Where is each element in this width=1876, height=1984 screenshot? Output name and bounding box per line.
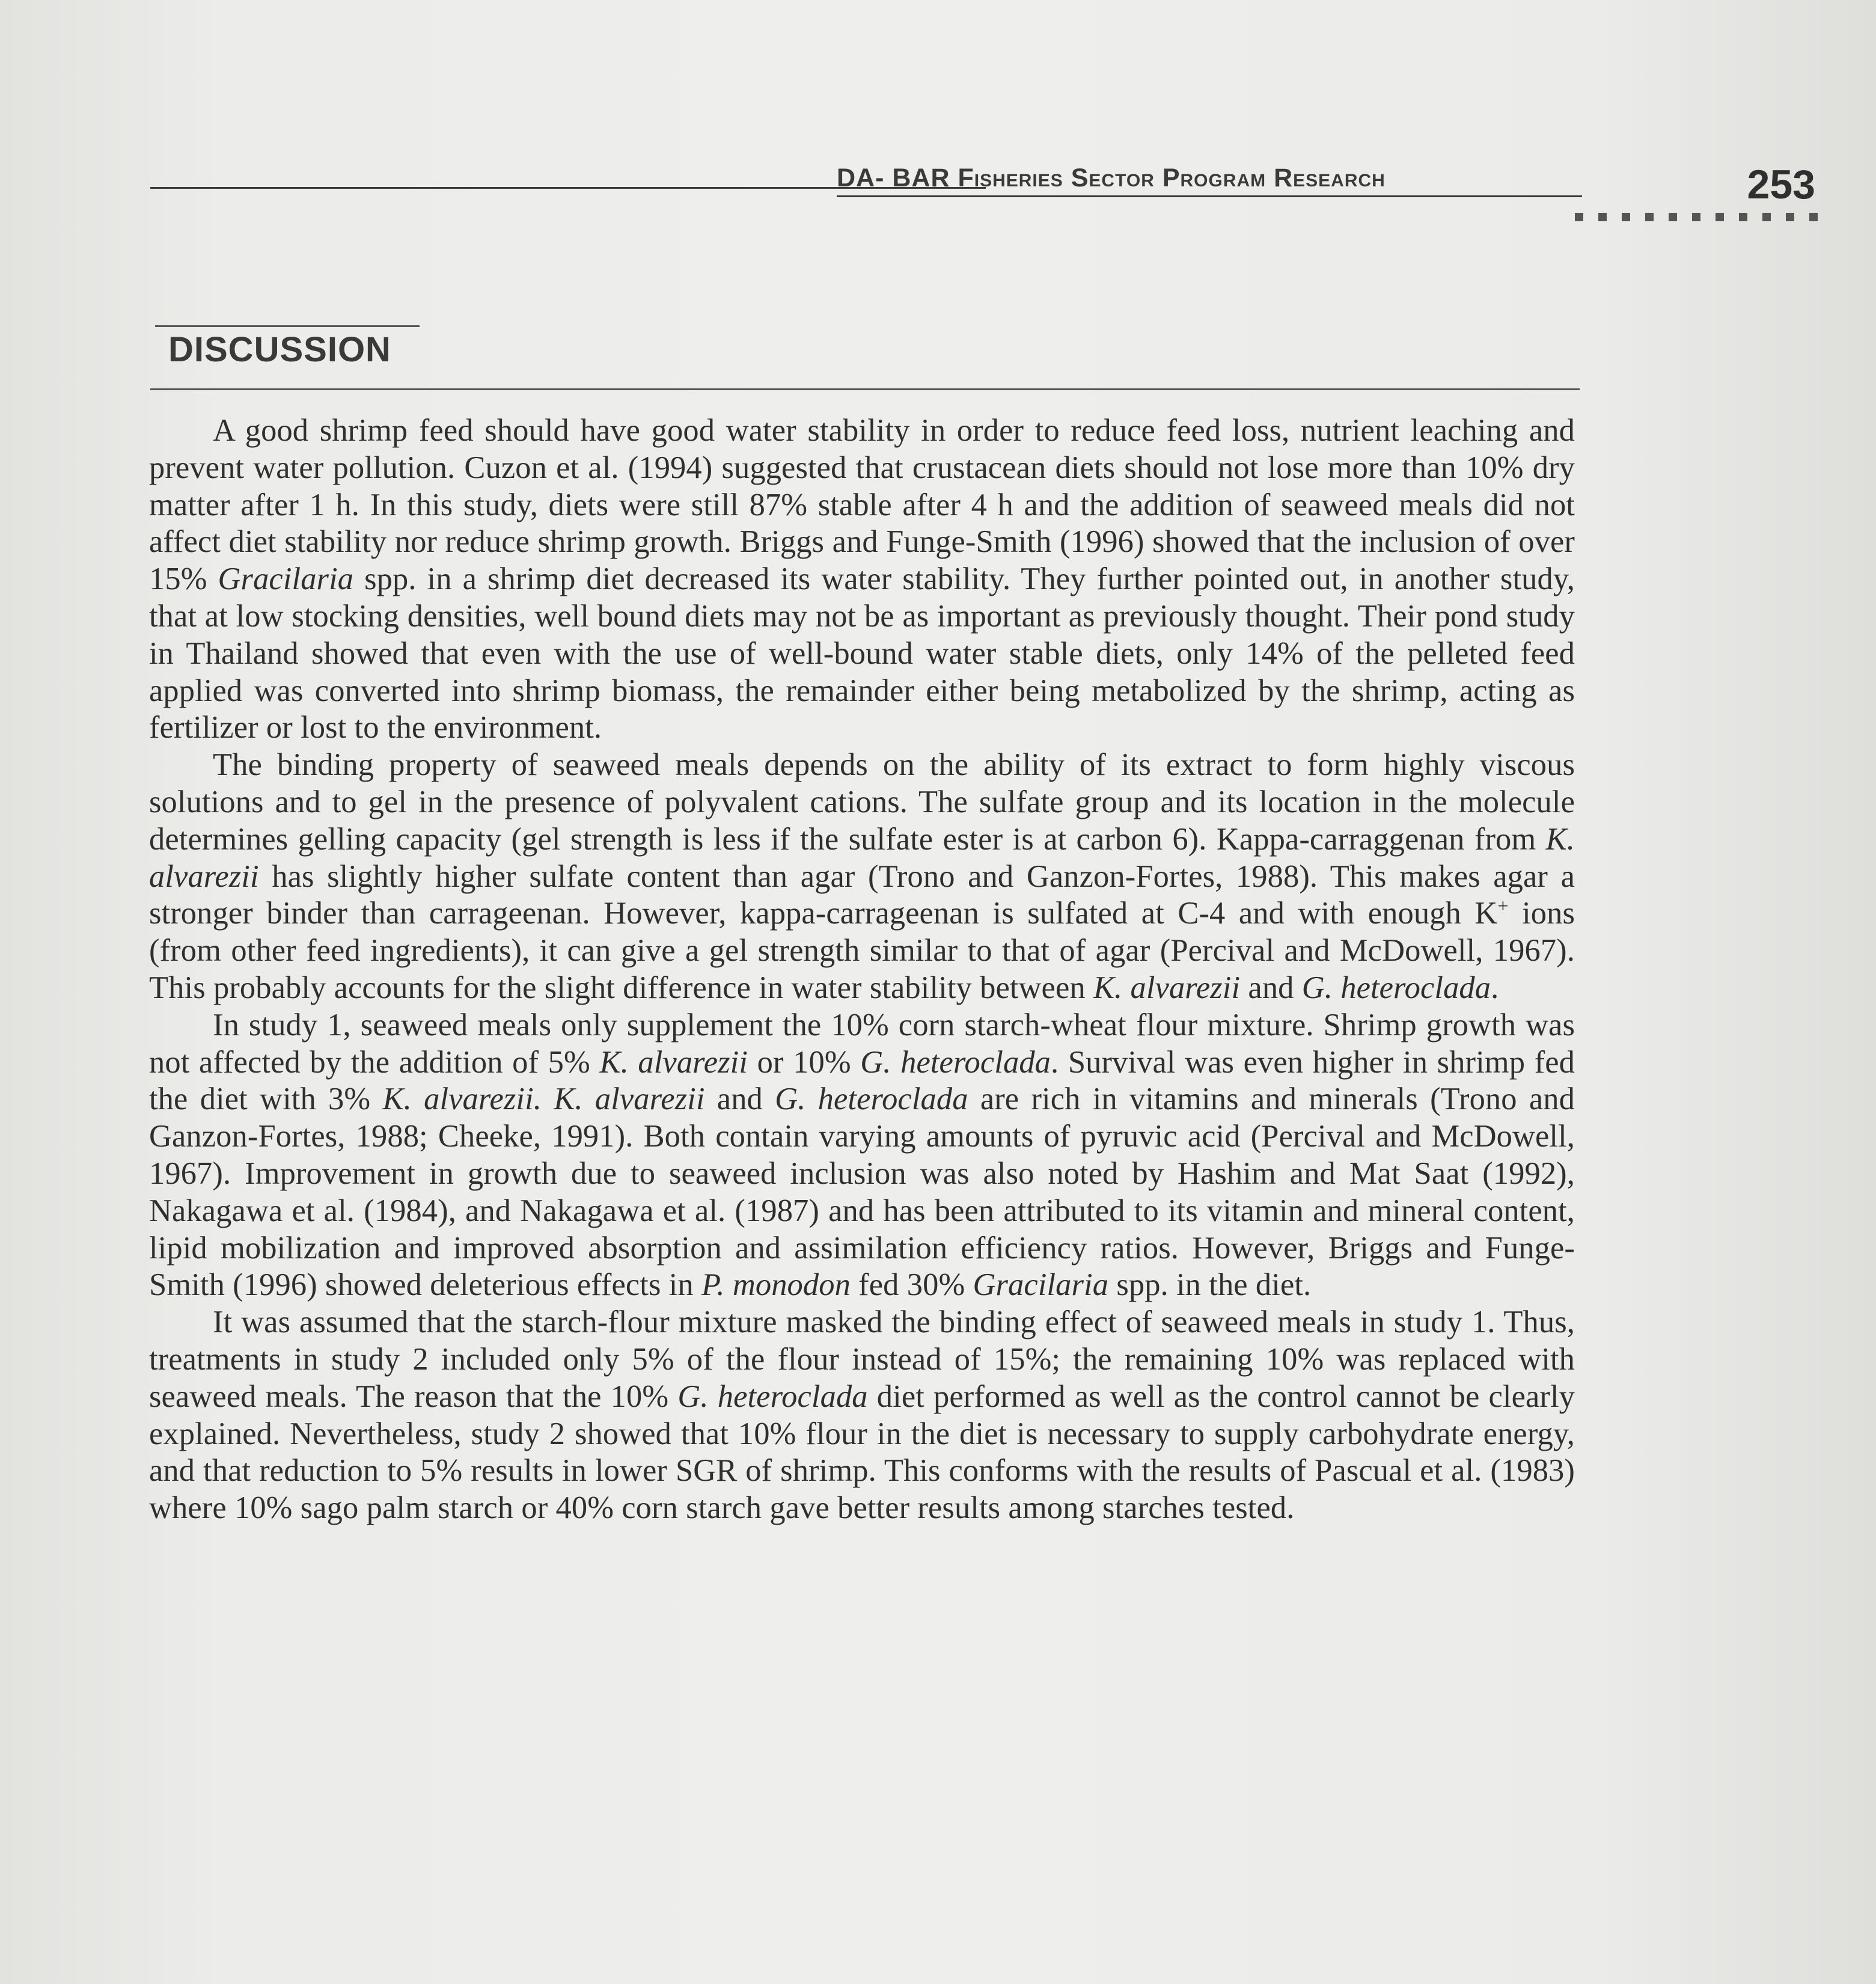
superscript-run: + <box>1497 895 1509 917</box>
section-rule-bottom <box>150 388 1580 390</box>
text-run: . Survival was even higher in shrimp fed the diet with 3% <box>149 1044 1575 1117</box>
text-run: fed 30% <box>850 1267 973 1303</box>
italic-run: K. alvarezii <box>599 1044 748 1080</box>
section-heading: DISCUSSION <box>168 330 391 369</box>
italic-run: P. monodon <box>701 1267 851 1303</box>
paragraph <box>149 1304 1575 1527</box>
paragraph <box>149 412 1575 747</box>
section-rule-top <box>155 325 420 327</box>
italic-run: G. heteroclada <box>1301 970 1491 1005</box>
running-header: DA- BAR Fisheries Sector Program Research <box>837 164 1582 197</box>
page-number: 253 <box>1747 162 1815 207</box>
text-run: In study 1, seaweed meals only supplement the 10% corn starch-wheat flour mixture. Shrimp growth was not affected by the addition of 5% <box>149 1007 1575 1080</box>
text-run: or 10% <box>748 1044 861 1080</box>
italic-run: K. alvarezii <box>149 821 1575 894</box>
paragraph <box>149 1007 1575 1304</box>
text-run: ions (from other feed ingredients), it can give a gel strength similar to that of agar (Percival and McDowell, 1967). This probably accounts for the slight difference in water stability between <box>149 896 1575 1005</box>
italic-run: G. heteroclada <box>677 1379 868 1414</box>
italic-run: Gracilaria <box>218 562 354 597</box>
text-run: The binding property of seaweed meals depends on the ability of its extract to form highly viscous solutions and to gel in the presence of polyvalent cations. The sulfate group and its location in the molecule determines gelling capacity (gel strength is less if the sulfate ester is at carbon 6). Kappa-carraggenan from <box>149 747 1575 857</box>
header-dots-ornament <box>1575 213 1818 222</box>
text-run: spp. in a shrimp diet decreased its water stability. They further pointed out, in another study, that at low stocking densities, well bound diets may not be as important as previously thought. Their pond study in Thailand showed that even with the use of well-bound water stable diets, only 14% of the pelleted feed applied was converted into shrimp biomass, the remainder either being metabolized by the shrimp, acting as fertilizer or lost to the environment. <box>149 562 1575 746</box>
body-text <box>149 412 1575 1527</box>
text-run: and <box>704 1082 775 1117</box>
italic-run: G. heteroclada <box>775 1082 968 1117</box>
text-run: A good shrimp feed should have good water stability in order to reduce feed loss, nutrient leaching and prevent water pollution. Cuzon et al. (1994) suggested that crustacean diets should not lose more than 10% dry matter after 1 h. In this study, diets were still 87% stable after 4 h and the addition of seaweed meals did not affect diet stability nor reduce shrimp growth. Briggs and Funge-Smith (1996) showed that the inclusion of over 15% <box>149 413 1575 597</box>
italic-run: G. heteroclada <box>860 1044 1051 1080</box>
text-run: diet performed as well as the control cannot be clearly explained. Nevertheless, study 2 showed that 10% flour in the diet is necessary to supply carbohydrate energy, and that reduction to 5% results in lower SGR of shrimp. This conforms with the results of Pascual et al. (1983) where 10% sago palm starch or 40% corn starch gave better results among starches tested. <box>149 1379 1575 1526</box>
paragraph <box>149 747 1575 1007</box>
text-run: are rich in vitamins and minerals (Trono and Ganzon-Fortes, 1988; Cheeke, 1991). Both contain varying amounts of pyruvic acid (Percival and McDowell, 1967). Improvement in growth due to seaweed inclusion was also noted by Hashim and Mat Saat (1992), Nakagawa et al. (1984), and Nakagawa et al. (1987) and has been attributed to its vitamin and mineral content, lipid mobilization and improved absorption and assimilation efficiency ratios. However, Briggs and Funge-Smith (1996) showed deleterious effects in <box>149 1082 1575 1303</box>
italic-run: Gracilaria <box>973 1267 1109 1303</box>
text-run: has slightly higher sulfate content than agar (Trono and Ganzon-Fortes, 1988). This makes agar a stronger binder than carrageenan. However, kappa-carrageenan is sulfated at C-4 and with enough K <box>149 859 1575 931</box>
text-run: and <box>1240 970 1302 1005</box>
italic-run: K. alvarezii <box>1093 970 1241 1005</box>
italic-run: K. alvarezii. K. alvarezii <box>382 1082 705 1117</box>
text-run: . <box>1491 970 1499 1005</box>
text-run: spp. in the diet. <box>1108 1267 1312 1303</box>
text-run: It was assumed that the starch-flour mixture masked the binding effect of seaweed meals in study 1. Thus, treatments in study 2 included only 5% of the flour instead of 15%; the remaining 10% was replaced with seaweed meals. The reason that the 10% <box>149 1305 1575 1414</box>
